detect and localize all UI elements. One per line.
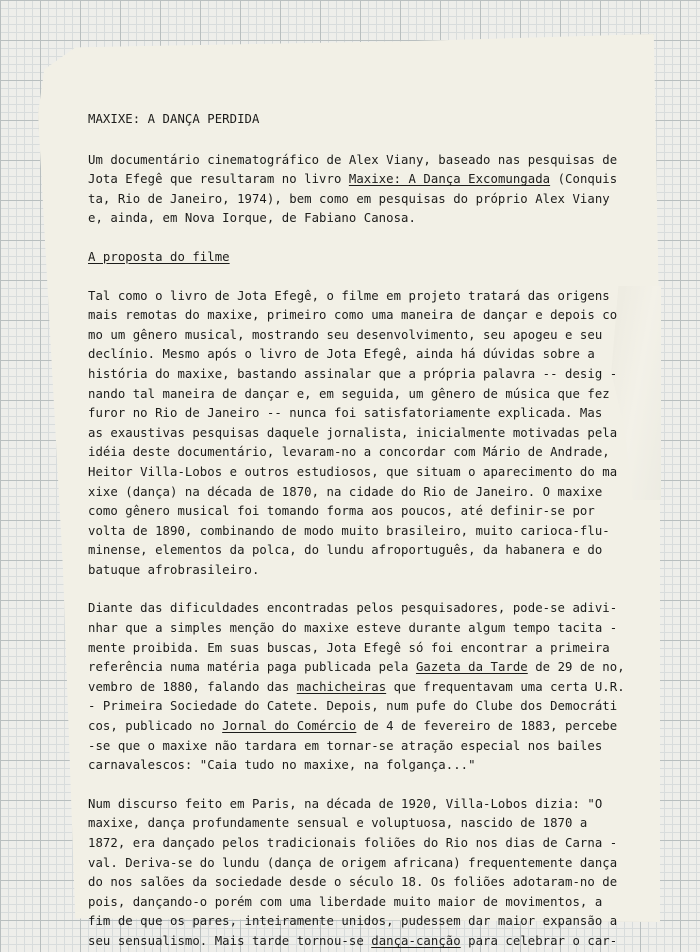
newspaper-title: Jornal do Comércio (222, 719, 357, 734)
text-line: declínio. Mesmo após o livro de Jota Efegê, ainda há dúvidas sobre a (88, 347, 595, 362)
text-line: val. Deriva-se do lundu (dança de origem africana) frequentemente dança (88, 855, 618, 870)
intro-paragraph (88, 151, 628, 229)
text-line: mais remotas do maxixe, primeiro como uma maneira de dançar e depois co (88, 308, 618, 323)
text-line: do nos salões da sociedade desde o século 18. Os foliões adotaram-no de (88, 875, 618, 890)
text-line: mo um gênero musical, mostrando seu desenvolvimento, seu apogeu e seu (88, 327, 603, 342)
text-line: nando tal maneira de dançar e, em seguida, um gênero de música que fez (88, 386, 610, 401)
paragraph-2 (88, 599, 628, 775)
text-line: xixe (dança) na década de 1870, na cidade do Rio de Janeiro. O maxixe (88, 484, 603, 499)
text-line: seu sensualismo. Mais tarde tornou-se dança-canção para celebrar o car- (88, 933, 618, 948)
paragraph-3 (88, 795, 628, 952)
text-line: referência numa matéria paga publicada pela Gazeta da Tarde de 29 de no, (88, 660, 625, 675)
underlined-term: dança-canção (371, 933, 461, 948)
text-line: nhar que a simples menção do maxixe esteve durante algum tempo tacita - (88, 621, 618, 636)
text-line: maxixe, dança profundamente sensual e voluptuosa, nascido de 1870 a (88, 816, 588, 831)
text-line: Num discurso feito em Paris, na década de 1920, Villa-Lobos dizia: "O (88, 796, 603, 811)
section-heading: A proposta do filme (88, 249, 230, 264)
underlined-term: machicheiras (296, 679, 387, 694)
text-line: 1872, era dançado pelos tradicionais foliões do Rio nos dias de Carna - (88, 836, 618, 850)
text-line: e, ainda, em Nova Iorque, de Fabiano Canosa. (88, 211, 416, 226)
text-line: minense, elementos da polca, do lundu afroportuguês, da habanera e do (88, 543, 603, 558)
book-title: Maxixe: A Dança Excomungada (348, 172, 551, 187)
text-line: Heitor Villa-Lobos e outros estudiosos, que situam o aparecimento do ma (88, 464, 618, 479)
text-line: - Primeira Sociedade do Catete. Depois, num pufe do Clube dos Democráti (88, 699, 618, 714)
text-line: Jota Efegê que resultaram no livro Maxixe: A Dança Excomungada (Conquis (88, 172, 618, 187)
text-line: vembro de 1880, falando das machicheiras que frequentavam uma certa U.R. (88, 679, 625, 694)
newspaper-title: Gazeta da Tarde (415, 660, 528, 675)
text-line: idéia deste documentário, levaram-no a concordar com Mário de Andrade, (88, 445, 610, 460)
text-line: cos, publicado no Jornal do Comércio de 4 de fevereiro de 1883, percebe (88, 719, 618, 734)
text-line: história do maxixe, bastando assinalar que a própria palavra -- desig - (88, 366, 618, 381)
text-line: volta de 1890, combinando de modo muito brasileiro, muito carioca-flu- (88, 523, 610, 538)
text-line: Um documentário cinematográfico de Alex Viany, baseado nas pesquisas de (88, 152, 618, 167)
document-title: MAXIXE: A DANÇA PERDIDA (88, 112, 260, 126)
text-line: pois, dançando-o porém com uma liberdade muito maior de movimentos, a (88, 894, 603, 909)
text-line: -se que o maxixe não tardara em tornar-se atração especial nos bailes (88, 738, 603, 753)
paragraph-1 (88, 287, 628, 581)
text-line: carnavalescos: "Caia tudo no maxixe, na folgança..." (88, 758, 476, 773)
text-line: furor no Rio de Janeiro -- nunca foi satisfatoriamente explicada. Mas (88, 406, 603, 421)
text-line: batuque afrobrasileiro. (88, 562, 260, 577)
text-line: Tal como o livro de Jota Efegê, o filme em projeto tratará das origens (88, 288, 610, 303)
text-line: as exaustivas pesquisas daquele jornalista, inicialmente motivadas pela (88, 425, 618, 440)
text-line: Diante das dificuldades encontradas pelos pesquisadores, pode-se adivi- (88, 601, 618, 616)
document-body (88, 110, 628, 952)
text-line: fim de que os pares, inteiramente unidos, pudessem dar maior expansão a (88, 914, 618, 929)
text-line: como gênero musical foi tomando forma aos poucos, até definir-se por (88, 504, 595, 519)
text-line: ta, Rio de Janeiro, 1974), bem como em pesquisas do próprio Alex Viany (88, 191, 610, 206)
text-line: mente proibida. Em suas buscas, Jota Efegê só foi encontrar a primeira (88, 640, 610, 655)
